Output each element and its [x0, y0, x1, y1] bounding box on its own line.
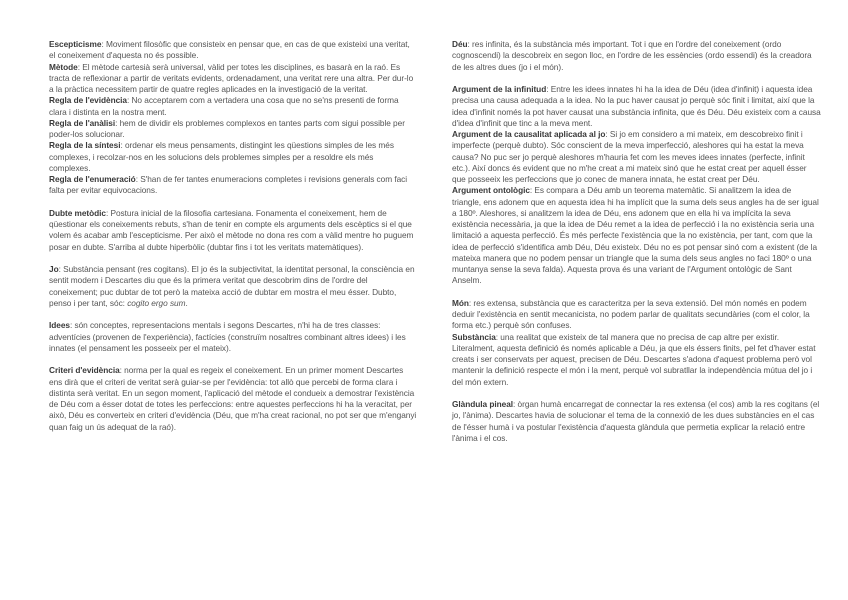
definition: : òrgan humà encarregat de connectar la res extensa (el cos) amb la res cogitans (el jo, l'ànima). Descartes havia de solucionar el tema de la connexió de les dues substàncies en el cas de l'ésser humà i va postular l'existència d'aquesta glàndula que permetia explicar la relació entre l'ànima i el cos. — [452, 399, 820, 443]
term: Regla de la síntesi — [49, 140, 121, 151]
entry-regla-sintesi — [49, 140, 417, 174]
term: Regla de l'anàlisi — [49, 117, 116, 128]
entry-regla-enumeracio — [49, 174, 417, 197]
term: Regla de l'enumeració — [49, 174, 136, 184]
definition: : Si jo em considero a mi mateix, em descobreixo finit i imperfecte (perquè dubto). Sóc conscient de la meva imperfecció, aleshores qui ha estat la meva causa? No puc ser jo perquè aleshores m'hauria fet com les meves idees innates (perfecte, infinit etc.). Així doncs és evident que no m'he creat a mi mateix sinó que he estat creat per aquell ésser que posseeix les perfeccions que jo conec de manera innata, he estat creat per Déu. — [452, 129, 807, 184]
term: Criteri d'evidència — [49, 365, 120, 376]
definition-end: . — [185, 297, 188, 308]
term: Dubte metòdic — [49, 207, 106, 218]
entry-glandula-pineal — [452, 399, 822, 444]
definition: : S'han de fer tantes enumeracions completes i revisions generals com faci falta per evitar equivocacions. — [49, 174, 408, 196]
entry-dubte-metodic — [49, 208, 417, 253]
entry-jo — [49, 264, 417, 309]
term: Mètode — [49, 61, 78, 72]
entry-deu — [452, 39, 822, 73]
definition: : Substància pensant (res cogitans). El jo és la subjectivitat, la identitat personal, la consciència en sentit modern i Descartes diu que és la primera veritat que descobrim dins de l'ordre del coneixement; puc dubtar de tot però la mateixa acció de dubtar em mostra el meu ésser. Dubto, penso i per tant, sóc: — [49, 264, 415, 308]
definition: : Postura inicial de la filosofia cartesiana. Fonamenta el coneixement, hem de qüestionar els coneixements rebuts, s'han de tenir en compte els arguments dels escèptics si el que volem és acabar amb l'escepticisme. Per això el mètode no dona res com a vàlid mentre ho puguem posar en dubte. S'arriba al dubte hiperbòlic (dubtar fins i tot les veritats matemàtiques). — [49, 207, 414, 252]
term: Món — [452, 297, 469, 308]
term: Substància — [452, 331, 496, 342]
definition: : Entre les idees innates hi ha la idea de Déu (idea d'infinit) i aquesta idea precisa una causa adequada a la idea. No la puc haver causat jo perquè sóc finit i limitat, així que la idea d'infinit només la pot haver causat una substància infinita, que és Déu. Déu existeix com a causa d'idea d'infinit que tinc a la meva ment. — [452, 84, 821, 128]
entry-regla-analisi — [49, 118, 417, 141]
term: Jo — [49, 264, 59, 274]
latin-phrase: cogito ergo sum — [127, 297, 186, 308]
term: Regla de l'evidència — [49, 95, 127, 106]
entry-argument-ontologic — [452, 185, 822, 286]
definition: : res extensa, substància que es caracteritza per la seva extensió. Del món només en podem deduir l'existència en sentit mecanicista, no podem parlar de qualitats secundàries (com el color, la forma etc.) perquè són confuses. — [452, 297, 810, 331]
definition: : El mètode cartesià serà universal, vàlid per totes les disciplines, es basarà en la raó. Es tracta de reflexionar a partir de veritats evidents, ordenadament, una veritat rere una altra. Per dur-lo a la pràctica necessitem partir de quatre regles aplicades en la investigació de la veritat. — [49, 61, 414, 94]
definition: : una realitat que existeix de tal manera que no precisa de cap altre per existir. Literalment, aquesta definició és només aplicable a Déu, ja que els éssers finits, pel fet d'haver estat creats i ser conservats per aquest, precisen de Déu. Descartes s'adona d'aquest problema però vol mantenir la definició respecte el món i la ment, perquè vol subratllar la independència mútua del jo i del món extern. — [452, 331, 816, 387]
right-column — [452, 39, 822, 444]
left-column — [49, 39, 417, 433]
entry-metode — [49, 62, 417, 96]
entry-argument-causalitat — [452, 129, 822, 185]
definition: : Es compara a Déu amb un teorema matemàtic. Si analitzem la idea de triangle, ens adonem que en aquesta idea hi ha implícit que la suma dels seus angles ha de ser igual a 180º. Aleshores, si analitzem la idea de Déu, ens adonem que en ella hi va implícita la seva existència necessària, ja que la idea de Déu remet a la idea de perfecció i la no existència seria una limitació a aquesta perfecció. És més perfecte l'existència que la no existència, per tant, com que la idea de perfecció s'identifica amb Déu, Déu existeix. Déu no es pot pensar sinó com a existent (de la mateixa manera que no podem pensar un triangle que la suma dels seus angles no faci 180º o una muntanya sense la seva falda). Aquesta prova és una variant de l'Argument ontològic de Sant Anselm. — [452, 185, 819, 286]
term: Déu — [452, 39, 468, 49]
term: Idees — [49, 320, 70, 331]
term: Argument ontològic — [452, 185, 530, 196]
entry-idees — [49, 320, 417, 354]
entry-argument-infinitud — [452, 84, 822, 129]
entry-substancia — [452, 332, 822, 388]
definition: : norma per la qual es regeix el coneixement. En un primer moment Descartes ens dirà que el criteri de veritat serà guiar-se per l'evidència: tot allò que percebi de forma clara i distinta serà veritat. En un segon moment, l'aplicació del mètode el condueix a demostrar l'existència de Déu com a ésser dotat de totes les perfeccions: entre aquestes perfeccions hi ha la veracitat, per això, Déu es converteix en criteri d'evidència (Déu, que m'ha creat racional, no pot ser que m'enganyi quan faig un ús adequat de la raó). — [49, 365, 417, 432]
definition: : hem de dividir els problemes complexos en tantes parts com sigui possible per poder-los solucionar. — [49, 117, 405, 139]
term: Glàndula pineal — [452, 399, 514, 409]
definition: : són conceptes, representacions mentals i segons Descartes, n'hi ha de tres classes: adventícies (provenen de l'experiència), factícies (construïm nosaltres combinant altres idees) i les innates (el pensament les posseeix per el mateix). — [49, 320, 406, 353]
entry-mon — [452, 298, 822, 332]
term: Argument de la infinitud — [452, 84, 547, 94]
term: Argument de la causalitat aplicada al jo — [452, 129, 606, 139]
definition: : res infinita, és la substància més important. Tot i que en l'ordre del coneixement (ordo cognoscendi) la descobreix en segon lloc, en l'ordre de les essències (ordo essendi) és la creadora de les altres dues (jo i el món). — [452, 39, 812, 72]
entry-regla-evidencia — [49, 95, 417, 118]
definition: : ordenar els meus pensaments, distingint les qüestions simples de les més complexes, i recolzar-nos en les solucions dels problemes simples per a resoldre els més complexes. — [49, 140, 394, 173]
term: Escepticisme — [49, 39, 102, 49]
entry-escepticisme — [49, 39, 417, 62]
definition: : No acceptarem com a vertadera una cosa que no se'ns presenti de forma clara i distinta en la nostra ment. — [49, 95, 399, 117]
entry-criteri-evidencia — [49, 365, 417, 433]
definition: : Moviment filosòfic que consisteix en pensar que, en cas de que existeixi una veritat, el coneixement d'aquesta no és possible. — [49, 39, 410, 61]
